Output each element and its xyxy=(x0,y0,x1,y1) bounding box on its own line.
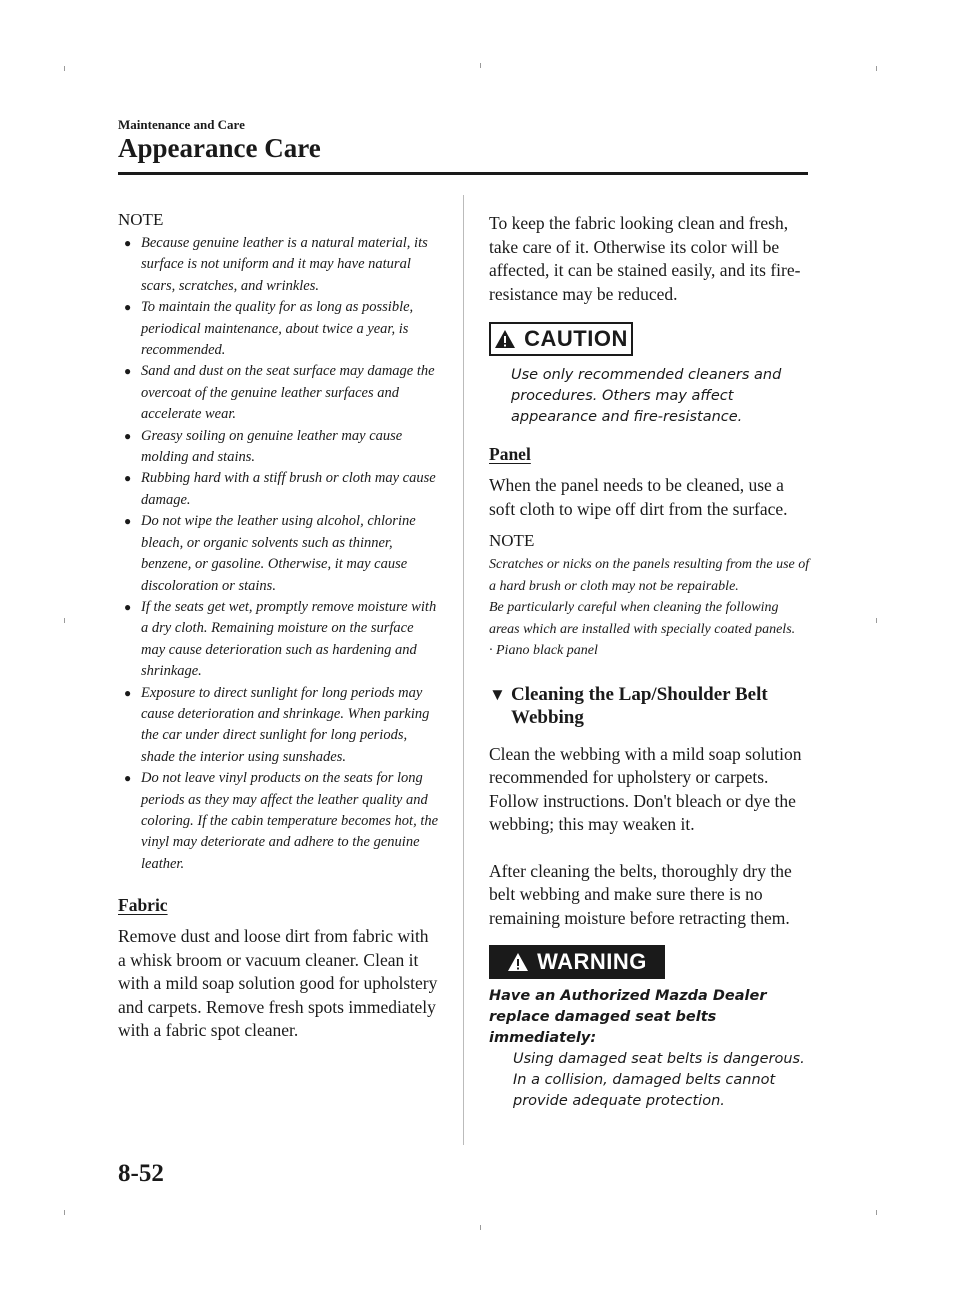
note-item: ● Do not leave vinyl products on the seats for long periods as they may affect the leather quality and coloring. If the cabin temperature becomes hot, the vinyl may deteriorate and adhere to the genuine leather. xyxy=(124,770,439,872)
belt-section-heading: ▼ Cleaning the Lap/Shoulder Belt Webbing xyxy=(489,683,768,728)
panel-note-heading: NOTE xyxy=(489,531,535,550)
page-number: 8-52 xyxy=(118,1160,164,1187)
panel-text: When the panel needs to be cleaned, use a soft cloth to wipe off dirt from the surface. xyxy=(489,475,788,519)
panel-note-list-item: · Piano black panel xyxy=(489,643,598,658)
crop-mark xyxy=(480,1225,481,1230)
note-item: ● To maintain the quality for as long as possible, periodical maintenance, about twice a year, is recommended. xyxy=(124,299,414,359)
bullet-icon: ● xyxy=(124,599,132,614)
bullet-icon: ● xyxy=(124,771,132,786)
fabric-intro-text: To keep the fabric looking clean and fresh, take care of it. Otherwise its color will be affected, it can be stained easily, and its fire-resistance may be reduced. xyxy=(489,213,801,304)
header-rule xyxy=(118,172,808,175)
note-item: ● If the seats get wet, promptly remove moisture with a dry cloth. Remaining moisture on the surface may cause deterioration such as hardening and shrinkage. xyxy=(124,598,437,680)
bullet-icon: ● xyxy=(124,236,132,250)
belt-text: Clean the webbing with a mild soap solution recommended for upholstery or carpets. Follow instructions. Don't bleach or dye the webbing; this may weaken it. xyxy=(489,743,802,834)
column-divider xyxy=(463,195,464,1145)
panel-note-text: Scratches or nicks on the panels resulting from the use of a hard brush or cloth may not be repairable. xyxy=(489,557,810,594)
warning-label: WARNING xyxy=(537,949,647,974)
warning-badge xyxy=(489,945,665,979)
fabric-text: Remove dust and loose dirt from fabric with a whisk broom or vacuum cleaner. Clean it with a mild soap solution good for upholstery and carpets. Remove fresh spots immediately with a fabric spot cleaner. xyxy=(118,926,438,1041)
warning-icon xyxy=(507,952,529,972)
crop-mark xyxy=(64,66,65,71)
crop-mark xyxy=(480,63,481,68)
crop-mark xyxy=(876,66,877,71)
section-triangle-icon: ▼ xyxy=(489,684,506,704)
note-item: ● Rubbing hard with a stiff brush or cloth may cause damage. xyxy=(124,470,436,508)
caution-text: Use only recommended cleaners and procedures. Others may affect appearance and fire-resistance. xyxy=(511,367,782,425)
crop-mark xyxy=(876,618,877,623)
bullet-icon: ● xyxy=(124,514,132,529)
note-item: ● Because genuine leather is a natural material, its surface is not uniform and it may have natural scars, scratches, and wrinkles. xyxy=(124,235,428,294)
warning-body-text: Using damaged seat belts is dangerous. In a collision, damaged belts cannot provide adequate protection. xyxy=(513,1051,805,1109)
bullet-icon: ● xyxy=(124,428,132,443)
note-item: ● Exposure to direct sunlight for long periods may cause deterioration and shrinkage. When parking the car under direct sunlight for long periods, shade the interior using sunshades. xyxy=(124,684,430,765)
note-item: ● Do not wipe the leather using alcohol, chlorine bleach, or organic solvents such as thinner, benzene, or gasoline. Otherwise, it may cause discoloration or stains. xyxy=(124,513,416,594)
note-item: ● Greasy soiling on genuine leather may cause molding and stains. xyxy=(124,427,403,466)
caution-label: CAUTION xyxy=(524,326,628,351)
crop-mark xyxy=(64,618,65,623)
caution-icon xyxy=(494,329,516,349)
crop-mark xyxy=(64,1210,65,1215)
crop-mark xyxy=(876,1210,877,1215)
note-list xyxy=(118,233,440,875)
left-column xyxy=(118,210,440,1043)
warning-lead-text: Have an Authorized Mazda Dealer replace damaged seat belts immediately: xyxy=(489,988,767,1046)
bullet-icon: ● xyxy=(124,364,132,379)
panel-note-text: Be particularly careful when cleaning the following areas which are installed with specially coated panels. xyxy=(489,600,796,637)
bullet-icon: ● xyxy=(124,300,132,315)
bullet-icon: ● xyxy=(124,471,132,486)
bullet-icon: ● xyxy=(124,685,132,700)
note-heading: NOTE xyxy=(118,210,164,229)
note-item: ● Sand and dust on the seat surface may damage the overcoat of the genuine leather surfaces and accelerate wear. xyxy=(124,363,435,423)
page-title: Appearance Care xyxy=(118,133,321,163)
panel-heading: Panel xyxy=(489,444,531,464)
fabric-heading: Fabric xyxy=(118,895,168,916)
caution-badge xyxy=(489,322,633,356)
section-label: Maintenance and Care xyxy=(118,117,245,132)
right-column xyxy=(489,212,811,1112)
belt-text: After cleaning the belts, thoroughly dry the belt webbing and make sure there is no remaining moisture before retracting them. xyxy=(489,860,792,928)
